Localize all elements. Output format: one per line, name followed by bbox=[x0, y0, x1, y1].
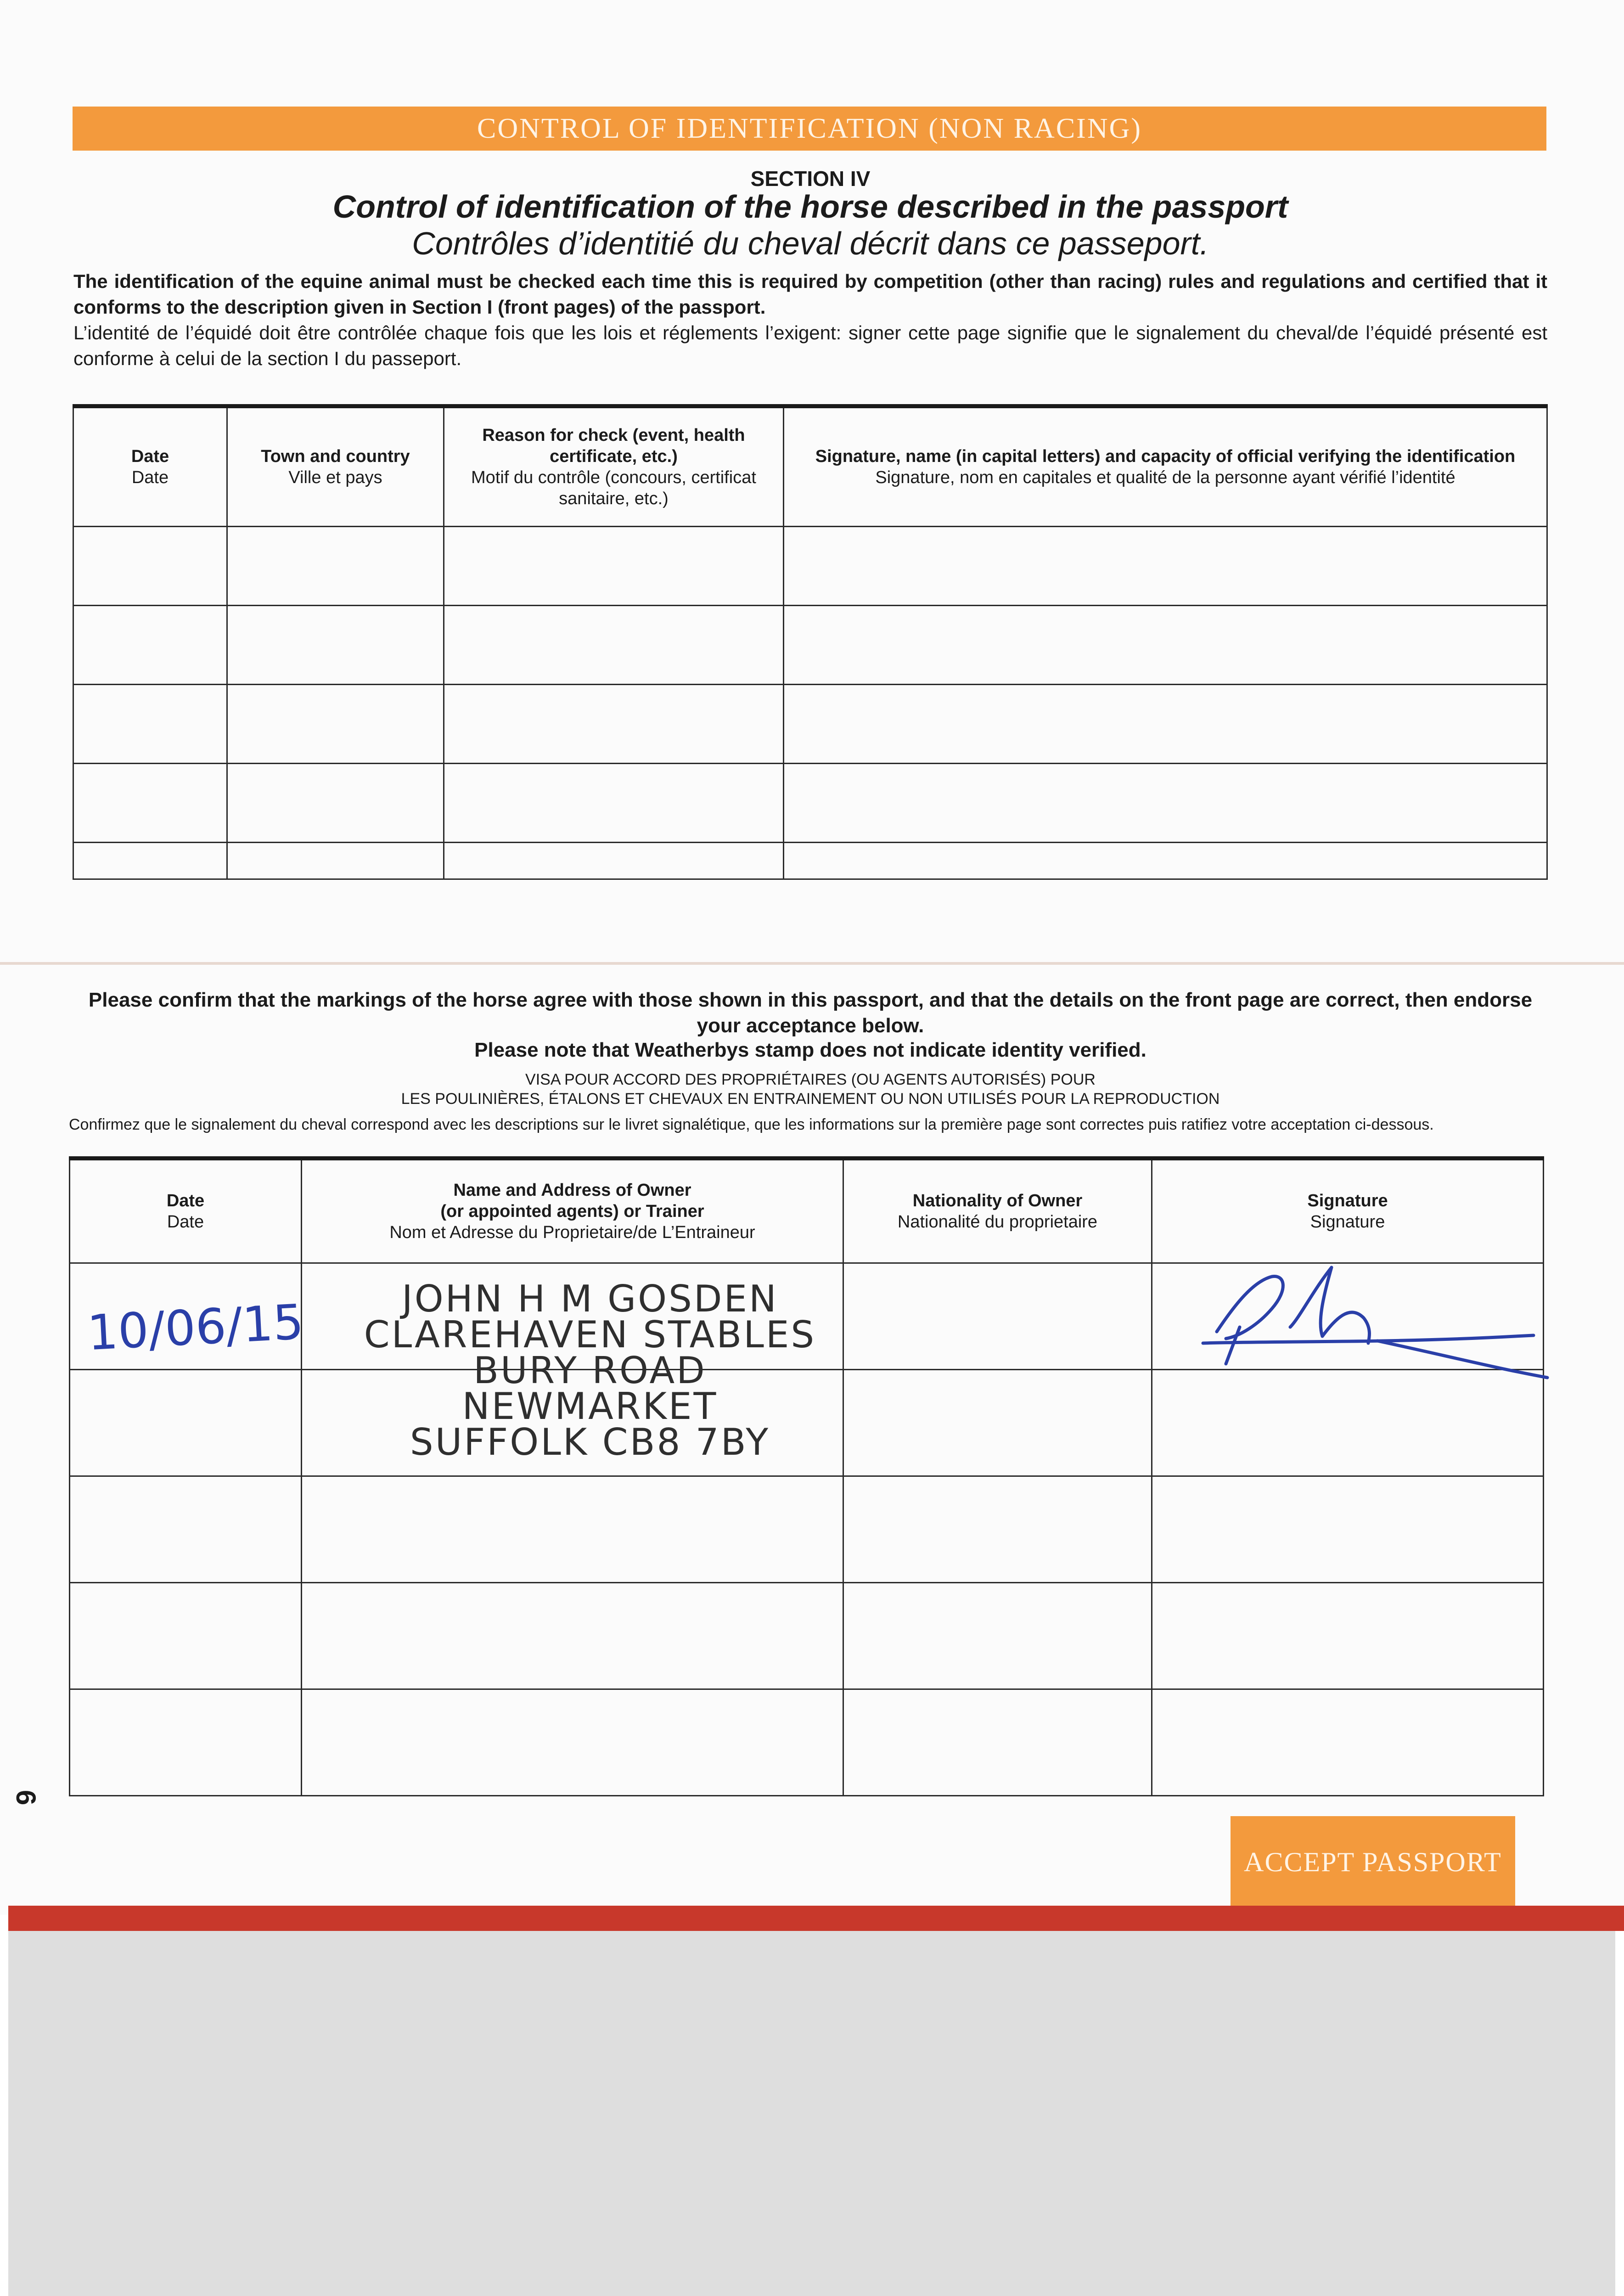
header-owner-date: Date Date bbox=[70, 1159, 302, 1263]
table-cell[interactable] bbox=[302, 1689, 843, 1796]
header-reason: Reason for check (event, health certificate, etc.) Motif du contrôle (concours, certificat sanitaire, etc.) bbox=[444, 406, 784, 527]
table-cell[interactable] bbox=[784, 527, 1547, 606]
table-cell[interactable] bbox=[70, 1476, 302, 1583]
table-cell[interactable] bbox=[227, 685, 444, 764]
fold-line bbox=[0, 962, 1624, 965]
owner-address-stamp bbox=[317, 1277, 863, 1463]
table-cell[interactable] bbox=[70, 1370, 302, 1476]
table-cell[interactable] bbox=[227, 606, 444, 685]
table-cell[interactable] bbox=[444, 606, 784, 685]
title-english: Control of identification of the horse described in the passport bbox=[332, 189, 1288, 225]
table-row bbox=[73, 764, 1547, 843]
table-cell[interactable] bbox=[1152, 1689, 1544, 1796]
accept-passport-button[interactable]: ACCEPT PASSPORT bbox=[1231, 1816, 1515, 1908]
control-table-header bbox=[73, 406, 1547, 527]
table-cell[interactable] bbox=[227, 843, 444, 879]
header-owner-nationality: Nationality of Owner Nationalité du proprietaire bbox=[843, 1159, 1152, 1263]
stamp-line: CLAREHAVEN STABLES bbox=[364, 1313, 816, 1356]
table-cell[interactable] bbox=[784, 843, 1547, 879]
table-cell[interactable] bbox=[70, 1689, 302, 1796]
table-row bbox=[70, 1583, 1544, 1689]
table-cell[interactable] bbox=[302, 1583, 843, 1689]
table-cell[interactable] bbox=[73, 685, 227, 764]
visa-text: VISA POUR ACCORD DES PROPRIÉTAIRES (OU AGENTS AUTORISÉS) POUR LES POULINIÈRES, ÉTALONS ET CHEVAUX EN ENTRAINEMENT OU NON UTILISÉS POUR LA REPRODUCTION bbox=[401, 1071, 1220, 1108]
header-signature-official: Signature, name (in capital letters) and capacity of official verifying the identification Signature, nom en capitales et qualité de la personne ayant vérifié l’identité bbox=[784, 406, 1547, 527]
handwritten-date: 10/06/15 bbox=[86, 1294, 305, 1362]
table-cell[interactable] bbox=[843, 1689, 1152, 1796]
table-cell[interactable] bbox=[73, 764, 227, 843]
instructions-english: The identification of the equine animal must be checked each time this is required by competition (other than racing) rules and regulations and certified that it conforms to the description given in Section I (front pages) of the passport. bbox=[73, 270, 1547, 318]
header-owner-name-address: Name and Address of Owner (or appointed agents) or Trainer Nom et Adresse du Proprietaire/de L’Entraineur bbox=[302, 1159, 843, 1263]
title-french: Contrôles d’identitié du cheval décrit dans ce passeport. bbox=[412, 225, 1209, 261]
table-row bbox=[73, 843, 1547, 879]
table-cell[interactable] bbox=[444, 527, 784, 606]
table-cell[interactable] bbox=[444, 685, 784, 764]
table-cell[interactable] bbox=[784, 764, 1547, 843]
page-number: 6 bbox=[11, 1790, 42, 1806]
table-row bbox=[73, 527, 1547, 606]
table-cell[interactable] bbox=[843, 1263, 1152, 1370]
table-cell[interactable] bbox=[444, 843, 784, 879]
stamp-line: NEWMARKET bbox=[462, 1385, 718, 1428]
table-cell[interactable] bbox=[843, 1476, 1152, 1583]
table-cell[interactable] bbox=[843, 1583, 1152, 1689]
table-row bbox=[70, 1476, 1544, 1583]
table-cell[interactable] bbox=[784, 606, 1547, 685]
header-town-country: Town and country Ville et pays bbox=[227, 406, 444, 527]
section-label: SECTION IV bbox=[750, 167, 871, 191]
table-cell[interactable] bbox=[843, 1370, 1152, 1476]
binding-stripe bbox=[8, 1906, 1624, 1931]
owner-table-header bbox=[70, 1159, 1544, 1263]
weatherbys-note: Please note that Weatherbys stamp does not indicate identity verified. bbox=[474, 1039, 1146, 1061]
confirm-instructions: Please confirm that the markings of the horse agree with those shown in this passport, and that the details on the front page are correct, then endorse your acceptance below. bbox=[88, 989, 1533, 1037]
section-banner: CONTROL OF IDENTIFICATION (NON RACING) bbox=[73, 107, 1546, 151]
owner-signature-icon bbox=[1185, 1249, 1552, 1405]
table-cell[interactable] bbox=[302, 1476, 843, 1583]
control-table bbox=[73, 404, 1548, 880]
stamp-line: BURY ROAD bbox=[473, 1349, 707, 1392]
table-cell[interactable] bbox=[73, 843, 227, 879]
table-row bbox=[73, 685, 1547, 764]
header-date: Date Date bbox=[73, 406, 227, 527]
table-cell[interactable] bbox=[1152, 1583, 1544, 1689]
table-row bbox=[73, 606, 1547, 685]
stamp-line: JOHN H M GOSDEN bbox=[402, 1277, 778, 1320]
table-cell[interactable] bbox=[227, 527, 444, 606]
confirm-french: Confirmez que le signalement du cheval correspond avec les descriptions sur le livret signalétique, que les informations sur la première page sont correctes puis ratifiez votre acceptation ci-dessous. bbox=[69, 1116, 1434, 1133]
table-cell[interactable] bbox=[70, 1583, 302, 1689]
table-cell[interactable] bbox=[227, 764, 444, 843]
header-owner-signature: Signature Signature bbox=[1152, 1159, 1544, 1263]
scanner-background bbox=[8, 1931, 1615, 2296]
stamp-line: SUFFOLK CB8 7BY bbox=[410, 1421, 770, 1463]
table-cell[interactable] bbox=[444, 764, 784, 843]
table-cell[interactable] bbox=[73, 606, 227, 685]
table-row bbox=[70, 1689, 1544, 1796]
table-cell[interactable] bbox=[73, 527, 227, 606]
instructions-french: L’identité de l’équidé doit être contrôlée chaque fois que les lois et réglements l’exigent: signer cette page signifie que le signalement du cheval/de l’équidé présenté est conforme à celui de la section I du passeport. bbox=[73, 322, 1547, 369]
table-cell[interactable] bbox=[784, 685, 1547, 764]
table-cell[interactable] bbox=[1152, 1476, 1544, 1583]
